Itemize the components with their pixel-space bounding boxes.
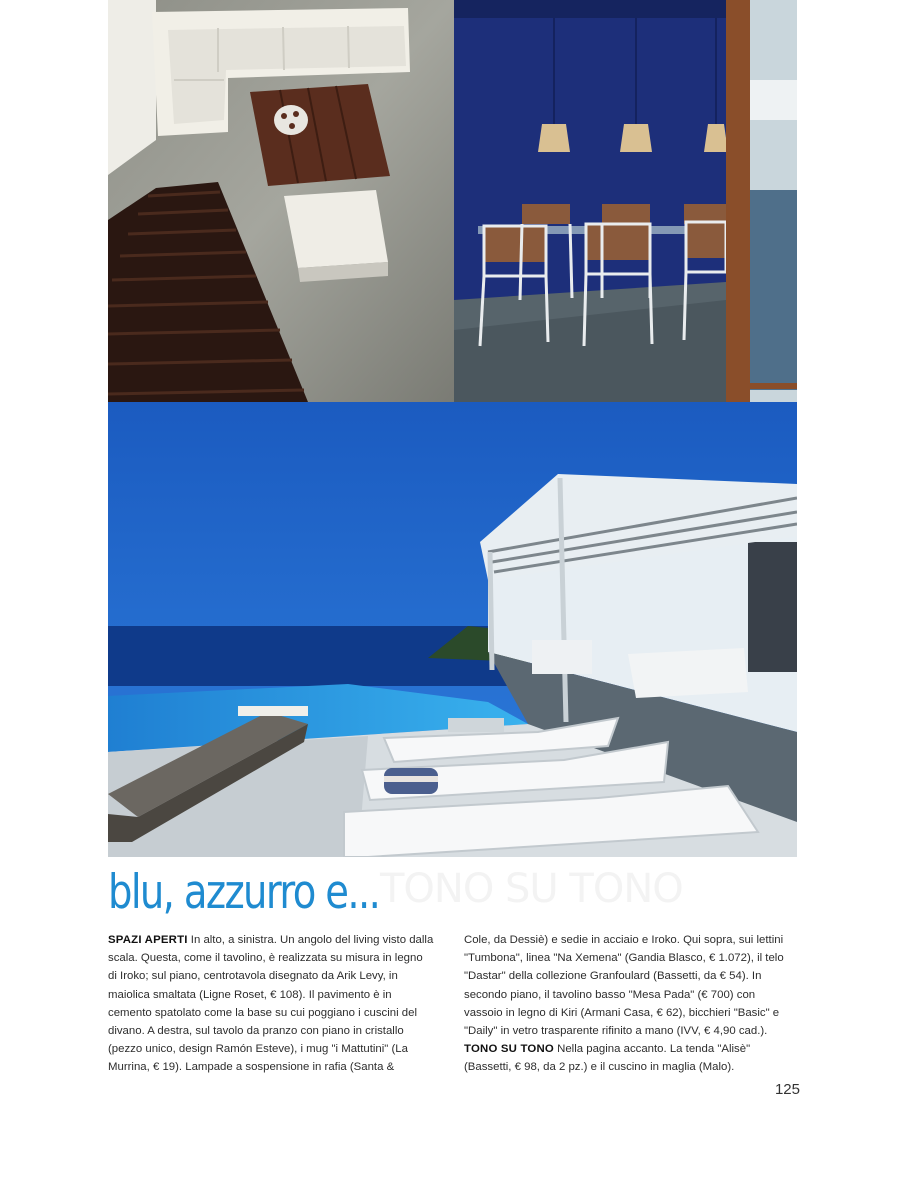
photo-living-room bbox=[108, 0, 454, 402]
photo-pool-terrace bbox=[108, 402, 797, 857]
page-number: 125 bbox=[774, 1081, 800, 1098]
section-text-spazi-aperti-continued: Cole, da Dessiè) e sedie in acciaio e Iroko. Qui sopra, sui lettini "Tumbona", linea "Na Xemena" (Gandia Blasco, € 1.072), il telo "Dastar" della collezione Granfoulard (Bassetti, da € 54). In secondo piano, il tavolino basso "Mesa Pada" (€ 700) con vassoio in legno di Kiri (Armani Casa, € 62), bicchieri "Basic" e "Daily" in vetro trasparente rifinito a mano (IVV, € 4,90 cad.). bbox=[464, 934, 784, 1038]
photo-dining-room bbox=[454, 0, 797, 402]
section-label-tono-su-tono: TONO SU TONO bbox=[464, 1043, 554, 1056]
caption-paragraph-continued bbox=[464, 931, 790, 1077]
caption-column-left bbox=[108, 931, 434, 1077]
headline: blu, azzurro e... bbox=[108, 865, 380, 920]
caption-column-right bbox=[464, 931, 790, 1077]
section-label-spazi-aperti: SPAZI APERTI bbox=[108, 934, 188, 946]
section-text-spazi-aperti: In alto, a sinistra. Un angolo del living visto dalla scala. Questa, come il tavolino, è realizzata su misura in legno di Iroko; sul piano, centrotavola disegnato da Arik Levy, in maiolica smaltata (Ligne Roset, € 108). Il pavimento è in cemento spatolato come la base su cui poggiano i cuscini del divano. A destra, sul tavolo da pranzo con piano in cristallo (pezzo unico, design Ramón Esteve), i mug "i Mattutini" (La Murrina, € 19). Lampade a sospensione in rafia (Santa & bbox=[108, 934, 434, 1074]
caption-paragraph bbox=[108, 931, 434, 1077]
section-text-tono-su-tono: Nella pagina accanto. La tenda "Alisè" (Bassetti, € 98, da 2 pz.) e il cuscino in maglia (Malo). bbox=[464, 1043, 751, 1074]
mirrored-title-showthrough: TONO SU TONO bbox=[380, 866, 683, 912]
